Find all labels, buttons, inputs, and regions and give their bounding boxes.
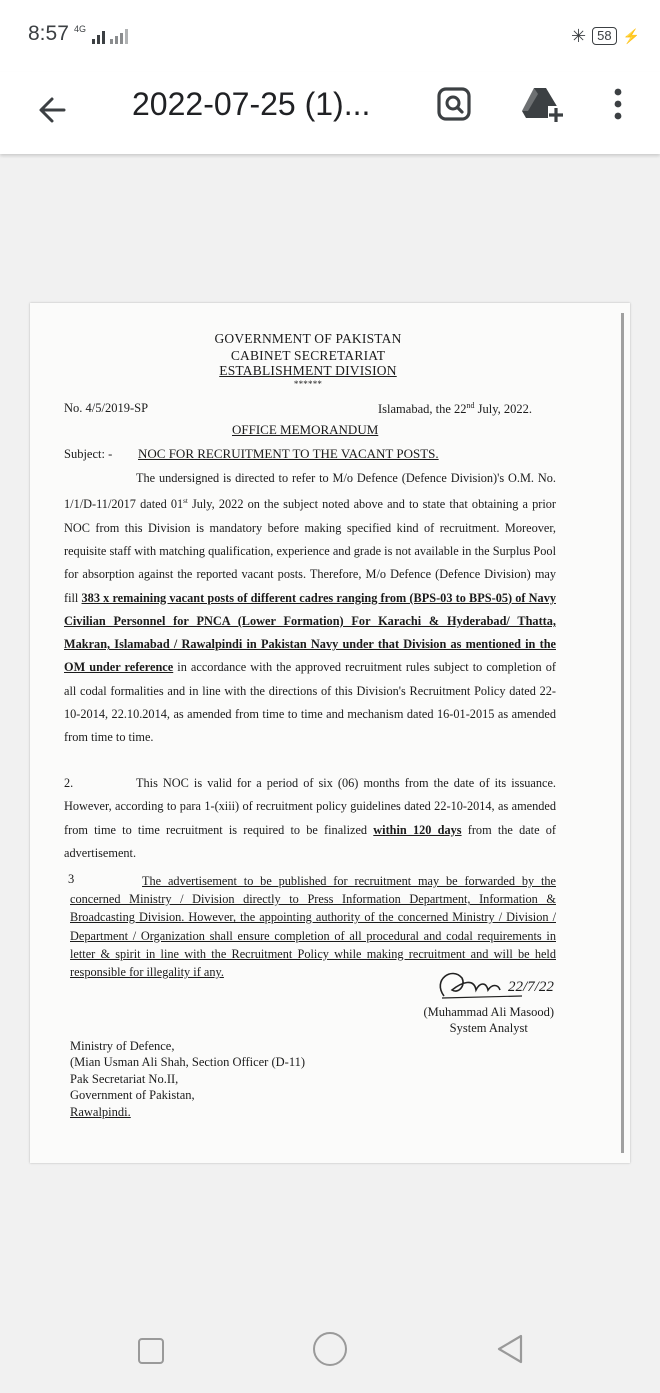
paragraph-3-number: 3 bbox=[68, 872, 75, 886]
document-page[interactable] bbox=[30, 303, 630, 1163]
network-type: 4G bbox=[74, 24, 87, 34]
battery-level: 58 bbox=[592, 27, 616, 45]
google-lens-icon[interactable] bbox=[436, 86, 472, 122]
signature-mark bbox=[422, 960, 582, 1010]
add-to-drive-icon[interactable] bbox=[520, 84, 564, 124]
header-line-1: GOVERNMENT OF PAKISTAN bbox=[214, 331, 402, 346]
addressee-line-4: Government of Pakistan, bbox=[70, 1088, 195, 1103]
addressee-line-5: Rawalpindi. bbox=[70, 1104, 131, 1119]
signatory-designation: System Analyst bbox=[449, 1020, 528, 1035]
file-title: 2022-07-25 (1)... bbox=[132, 86, 371, 122]
paragraph-1: The undersigned is directed to refer to M/o Defence (Defence Division)'s O.M. No. 1/1/D-11/2017 dated 01st July, 2022 on the subject noted above and to state that obtaining a prior NOC from this Division is mandatory before making specified kind of recruitment. Moreover, requisite staff with matching qualification, experience and grade is not available in the Surplus Pool for absorption against the reported vacant posts. Therefore, M/o Defence (Defence Division) may fill 383 x remaining vacant posts of different cadres ranging from (BPS-03 to BPS-05) of Navy Civilian Personnel for PNCA (Lower Formation) For Karachi & Hyderabad/ Thatta, Makran, Islamabad / Rawalpindi in Pakistan Navy under that Division as mentioned in the OM under reference in accordance with the approved recruitment rules subject to completion of all codal formalities and in line with the directions of this Division's Recruitment Policy dated 22-10-2014, 22.10.2014, as amended from time to time and mechanism dated 16-01-2015 as amended from time to time. bbox=[64, 471, 557, 745]
paragraph-2: 2. This NOC is valid for a period of six (06) months from the date of its issuance. However, according to para 1-(xiii) of recruitment policy guidelines dated 22-10-2014, as amended from time to time recruitment is required to be finalized within 120 days from the date of advertisement. bbox=[64, 776, 556, 860]
paragraph-3: The advertisement to be published for recruitment may be forwarded by the concerned Ministry / Division directly to Press Information Department, Information & Broadcasting Division. However, the appointing authority of the concerned Ministry / Division / Department / Organization shall ensure completion of all procedural and codal requirements in letter & spirit in line with the Recruitment Policy while making recruitment and will be held responsible for illegality if any. bbox=[70, 874, 556, 980]
more-vertical-icon[interactable] bbox=[608, 86, 628, 126]
back-triangle-icon[interactable] bbox=[494, 1333, 524, 1365]
signatory-block bbox=[423, 1005, 554, 1037]
status-bar bbox=[0, 0, 660, 72]
file-number: No. 4/5/2019-SP bbox=[64, 401, 149, 415]
arrow-left-icon[interactable] bbox=[32, 90, 72, 130]
signal-strength-icon bbox=[92, 28, 132, 44]
addressee-line-3: Pak Secretariat No.II, bbox=[70, 1071, 179, 1086]
subject-label: Subject: - bbox=[64, 447, 113, 461]
header-line-3: ESTABLISHMENT DIVISION bbox=[219, 363, 397, 378]
recents-square-icon[interactable] bbox=[138, 1338, 164, 1364]
system-nav-bar bbox=[0, 1305, 660, 1393]
home-circle-icon[interactable] bbox=[313, 1332, 347, 1366]
header-stars: ****** bbox=[293, 379, 323, 389]
signature-date: 22/7/22 bbox=[508, 979, 554, 995]
addressee-line-2: (Mian Usman Ali Shah, Section Officer (D-11) bbox=[70, 1055, 306, 1070]
addressee-block bbox=[70, 1038, 305, 1120]
subject-text: NOC FOR RECRUITMENT TO THE VACANT POSTS. bbox=[138, 446, 439, 461]
signatory-name: (Muhammad Ali Masood) bbox=[423, 1005, 554, 1019]
header-line-2: CABINET SECRETARIAT bbox=[230, 348, 386, 363]
addressee-line-1: Ministry of Defence, bbox=[70, 1039, 175, 1053]
bluetooth-icon: ✳ bbox=[571, 25, 587, 46]
status-time: 8:57 bbox=[28, 22, 69, 45]
document-date: Islamabad, the 22nd July, 2022. bbox=[378, 401, 533, 417]
charging-bolt-icon: ⚡ bbox=[622, 27, 640, 44]
page-binding-edge bbox=[621, 313, 624, 1153]
app-bar bbox=[0, 72, 660, 154]
memo-title: OFFICE MEMORANDUM bbox=[232, 422, 379, 437]
